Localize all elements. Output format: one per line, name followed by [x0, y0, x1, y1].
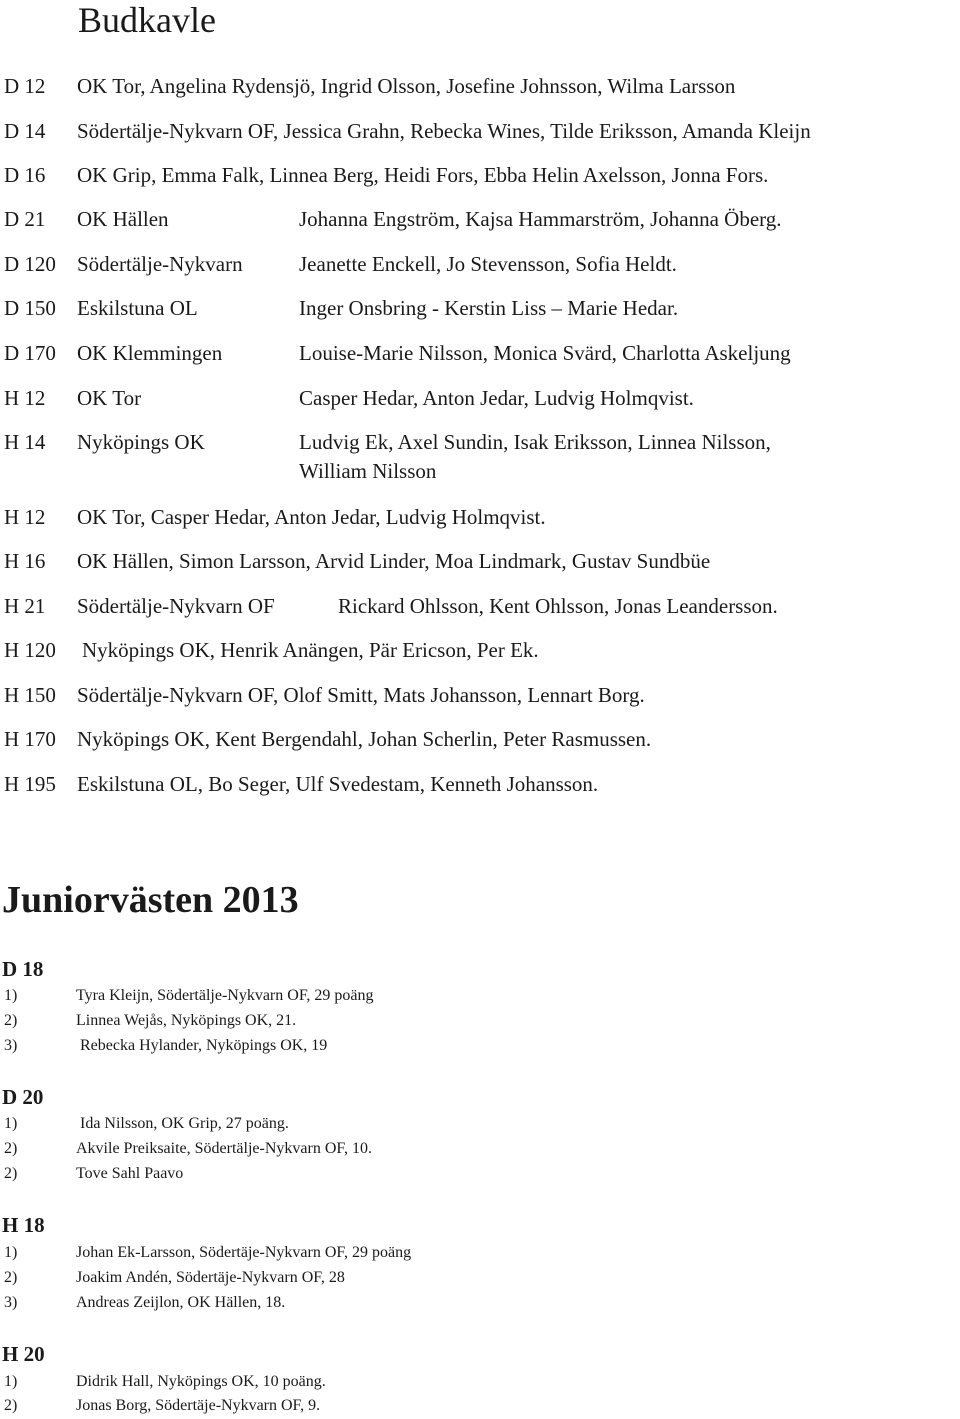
- runner-names: William Nilsson: [299, 459, 437, 483]
- class-label: H 16: [4, 549, 46, 573]
- class-label: H 170: [4, 727, 56, 751]
- placement: 1): [4, 987, 18, 1004]
- placement: 1): [4, 1373, 18, 1390]
- team-text: OK Tor, Angelina Rydensjö, Ingrid Olsson, Josefine Johnsson, Wilma Larsson: [77, 74, 736, 98]
- class-label: D 21: [4, 207, 46, 231]
- budkavle-heading: Budkavle: [78, 0, 216, 40]
- placement: 2): [4, 1397, 18, 1414]
- runner-names: Ludvig Ek, Axel Sundin, Isak Eriksson, Linnea Nilsson,: [299, 430, 771, 454]
- runner-names: Johanna Engström, Kajsa Hammarström, Johanna Öberg.: [299, 207, 782, 231]
- result-text: Joakim Andén, Södertäje-Nykvarn OF, 28: [76, 1269, 345, 1286]
- club-name: OK Tor: [77, 386, 142, 410]
- placement: 2): [4, 1012, 18, 1029]
- runner-names: Casper Hedar, Anton Jedar, Ludvig Holmqvist.: [299, 386, 694, 410]
- team-text: OK Hällen, Simon Larsson, Arvid Linder, Moa Lindmark, Gustav Sundbüe: [77, 549, 711, 573]
- class-label: D 120: [4, 252, 56, 276]
- team-text: OK Grip, Emma Falk, Linnea Berg, Heidi Fors, Ebba Helin Axelsson, Jonna Fors.: [77, 163, 769, 187]
- class-label: H 150: [4, 683, 56, 707]
- class-label: D 14: [4, 119, 46, 143]
- placement: 2): [4, 1269, 18, 1286]
- runner-names: Louise-Marie Nilsson, Monica Svärd, Charlotta Askeljung: [299, 341, 791, 365]
- team-text: Nyköpings OK, Henrik Anängen, Pär Ericson, Per Ek.: [82, 638, 539, 662]
- result-text: Linnea Wejås, Nyköpings OK, 21.: [76, 1012, 297, 1029]
- team-text: OK Tor, Casper Hedar, Anton Jedar, Ludvig Holmqvist.: [77, 505, 546, 529]
- category-heading: D 18: [2, 957, 44, 981]
- class-label: H 195: [4, 772, 56, 796]
- club-name: Eskilstuna OL: [77, 296, 198, 320]
- class-label: H 21: [4, 594, 46, 618]
- category-heading: D 20: [2, 1085, 44, 1109]
- club-name: Södertälje-Nykvarn OF: [77, 594, 275, 618]
- runner-names: Inger Onsbring - Kerstin Liss – Marie Hedar.: [299, 296, 679, 320]
- runner-names: Jeanette Enckell, Jo Stevensson, Sofia Heldt.: [299, 252, 677, 276]
- category-heading: H 20: [2, 1342, 45, 1366]
- club-name: Nyköpings OK: [77, 430, 205, 454]
- class-label: H 14: [4, 430, 46, 454]
- result-text: Rebecka Hylander, Nyköpings OK, 19: [80, 1037, 328, 1054]
- placement: 2): [4, 1140, 18, 1157]
- team-text: Södertälje-Nykvarn OF, Olof Smitt, Mats Johansson, Lennart Borg.: [77, 683, 645, 707]
- juniorvasten-heading: Juniorvästen 2013: [2, 879, 299, 921]
- class-label: H 12: [4, 386, 46, 410]
- category-heading: H 18: [2, 1213, 45, 1237]
- placement: 3): [4, 1037, 18, 1054]
- club-name: Södertälje-Nykvarn: [77, 252, 243, 276]
- placement: 3): [4, 1294, 18, 1311]
- result-text: Tyra Kleijn, Södertälje-Nykvarn OF, 29 poäng: [76, 987, 374, 1004]
- team-text: Nyköpings OK, Kent Bergendahl, Johan Scherlin, Peter Rasmussen.: [77, 727, 652, 751]
- placement: 1): [4, 1115, 18, 1132]
- class-label: D 150: [4, 296, 56, 320]
- result-text: Jonas Borg, Södertäje-Nykvarn OF, 9.: [76, 1397, 321, 1414]
- placement: 1): [4, 1244, 18, 1261]
- class-label: D 12: [4, 74, 46, 98]
- result-text: Ida Nilsson, OK Grip, 27 poäng.: [80, 1115, 289, 1132]
- runner-names: Rickard Ohlsson, Kent Ohlsson, Jonas Leandersson.: [338, 594, 778, 618]
- class-label: H 12: [4, 505, 46, 529]
- team-text: Eskilstuna OL, Bo Seger, Ulf Svedestam, Kenneth Johansson.: [77, 772, 599, 796]
- placement: 2): [4, 1165, 18, 1182]
- result-text: Akvile Preiksaite, Södertälje-Nykvarn OF, 10.: [76, 1140, 372, 1157]
- result-text: Tove Sahl Paavo: [76, 1165, 184, 1182]
- class-label: D 16: [4, 163, 46, 187]
- club-name: OK Klemmingen: [77, 341, 223, 365]
- club-name: OK Hällen: [77, 207, 169, 231]
- result-text: Johan Ek-Larsson, Södertäje-Nykvarn OF, 29 poäng: [76, 1244, 412, 1261]
- class-label: H 120: [4, 638, 56, 662]
- result-text: Didrik Hall, Nyköpings OK, 10 poäng.: [76, 1373, 326, 1390]
- result-text: Andreas Zeijlon, OK Hällen, 18.: [76, 1294, 286, 1311]
- team-text: Södertälje-Nykvarn OF, Jessica Grahn, Rebecka Wines, Tilde Eriksson, Amanda Kleijn: [77, 119, 811, 143]
- class-label: D 170: [4, 341, 56, 365]
